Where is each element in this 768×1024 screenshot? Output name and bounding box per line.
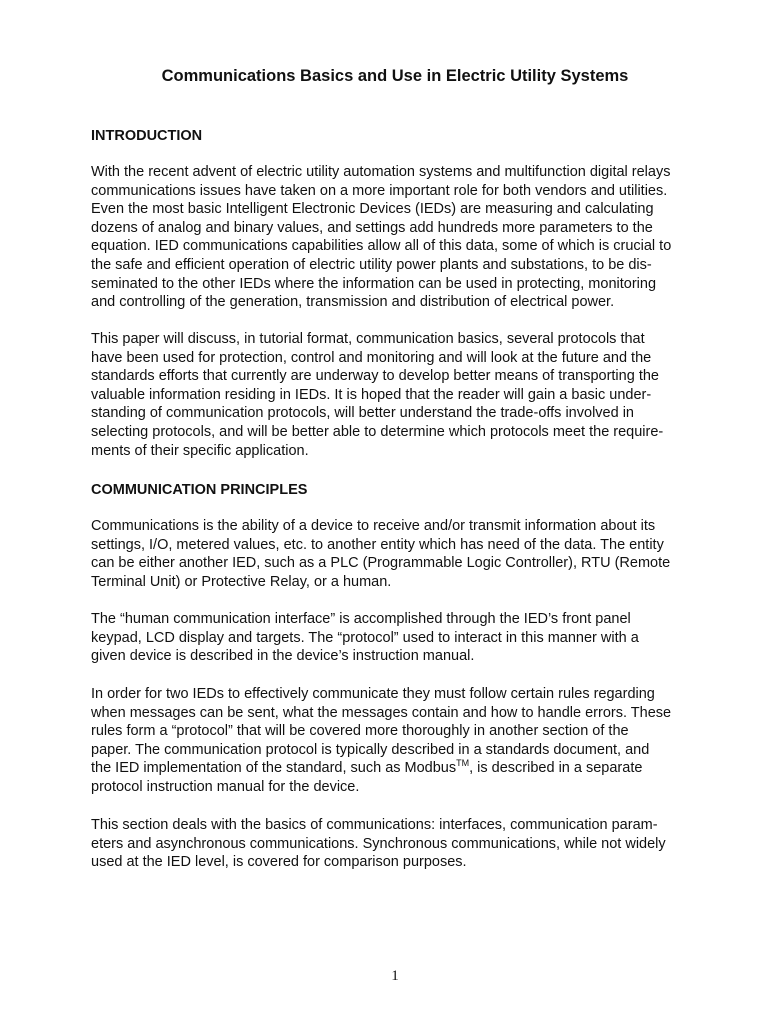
- text-line: given device is described in the device’s instruction manual.: [91, 648, 475, 665]
- paragraph-intro-2: [91, 330, 711, 460]
- text-line: settings, I/O, metered values, etc. to another entity which has need of the data. The entity: [91, 536, 664, 553]
- text-line: This section deals with the basics of communications: interfaces, communication param-: [91, 817, 658, 833]
- text-line: used at the IED level, is covered for comparison purposes.: [91, 854, 467, 871]
- text-line: standards efforts that currently are underway to develop better means of transporting the: [91, 368, 659, 385]
- text-line: Terminal Unit) or Protective Relay, or a human.: [91, 573, 392, 590]
- text-line: have been used for protection, control and monitoring and will look at the future and the: [91, 349, 652, 366]
- text-line: paper. The communication protocol is typically described in a standards document, and: [91, 741, 650, 758]
- paragraph-intro-1: [91, 163, 711, 312]
- text-line: communications issues have taken on a more important role for both vendors and utilities.: [91, 182, 668, 199]
- text-line: Communications is the ability of a device to receive and/or transmit information about its: [91, 518, 656, 534]
- text-fragment: the IED implementation of the standard, such as Modbus: [91, 760, 457, 777]
- text-line: can be either another IED, such as a PLC (Programmable Logic Controller), RTU (Remote: [91, 555, 671, 572]
- text-line-trademark: [91, 759, 711, 778]
- text-line: eters and asynchronous communications. Synchronous communications, while not widely: [91, 835, 666, 852]
- text-line: when messages can be sent, what the messages contain and how to handle errors. These: [91, 704, 672, 721]
- text-line: The “human communication interface” is accomplished through the IED’s front panel: [91, 611, 631, 627]
- section-heading-communication-principles: COMMUNICATION PRINCIPLES: [91, 482, 308, 498]
- text-line: In order for two IEDs to effectively communicate they must follow certain rules regarding: [91, 686, 655, 702]
- paragraph-principles-1: [91, 517, 711, 591]
- text-line: equation. IED communications capabilities allow all of this data, some of which is crucial to: [91, 238, 672, 255]
- paragraph-principles-3: [91, 685, 711, 797]
- text-fragment: , is described in a separate: [469, 760, 643, 777]
- paragraph-principles-2: [91, 610, 711, 666]
- section-heading-introduction: INTRODUCTION: [91, 128, 203, 144]
- text-line: dozens of analog and binary values, and settings add hundreds more parameters to the: [91, 219, 653, 236]
- text-line: protocol instruction manual for the device.: [91, 778, 360, 795]
- text-line: the safe and efficient operation of electric utility power plants and substations, to be dis-: [91, 256, 652, 273]
- document-title: Communications Basics and Use in Electric Utility Systems: [161, 67, 629, 85]
- text-line: valuable information residing in IEDs. It is hoped that the reader will gain a basic under-: [91, 386, 652, 403]
- text-line: standing of communication protocols, will better understand the trade-offs involved in: [91, 405, 634, 422]
- trademark-symbol: TM: [456, 758, 470, 769]
- text-line: keypad, LCD display and targets. The “protocol” used to interact in this manner with a: [91, 629, 639, 646]
- page-number: 1: [391, 968, 399, 984]
- text-line: rules form a “protocol” that will be covered more thoroughly in another section of the: [91, 723, 629, 740]
- text-line: Even the most basic Intelligent Electronic Devices (IEDs) are measuring and calculating: [91, 201, 654, 218]
- paragraph-principles-4: [91, 816, 711, 872]
- text-line: This paper will discuss, in tutorial format, communication basics, several protocols that: [91, 331, 645, 347]
- text-line: ments of their specific application.: [91, 442, 309, 459]
- text-line: seminated to the other IEDs where the information can be used in protecting, monitoring: [91, 275, 657, 292]
- text-line: With the recent advent of electric utility automation systems and multifunction digital relays: [91, 164, 671, 180]
- text-line: selecting protocols, and will be better able to determine which protocols meet the require-: [91, 423, 664, 440]
- text-line: and controlling of the generation, transmission and distribution of electrical power.: [91, 294, 615, 311]
